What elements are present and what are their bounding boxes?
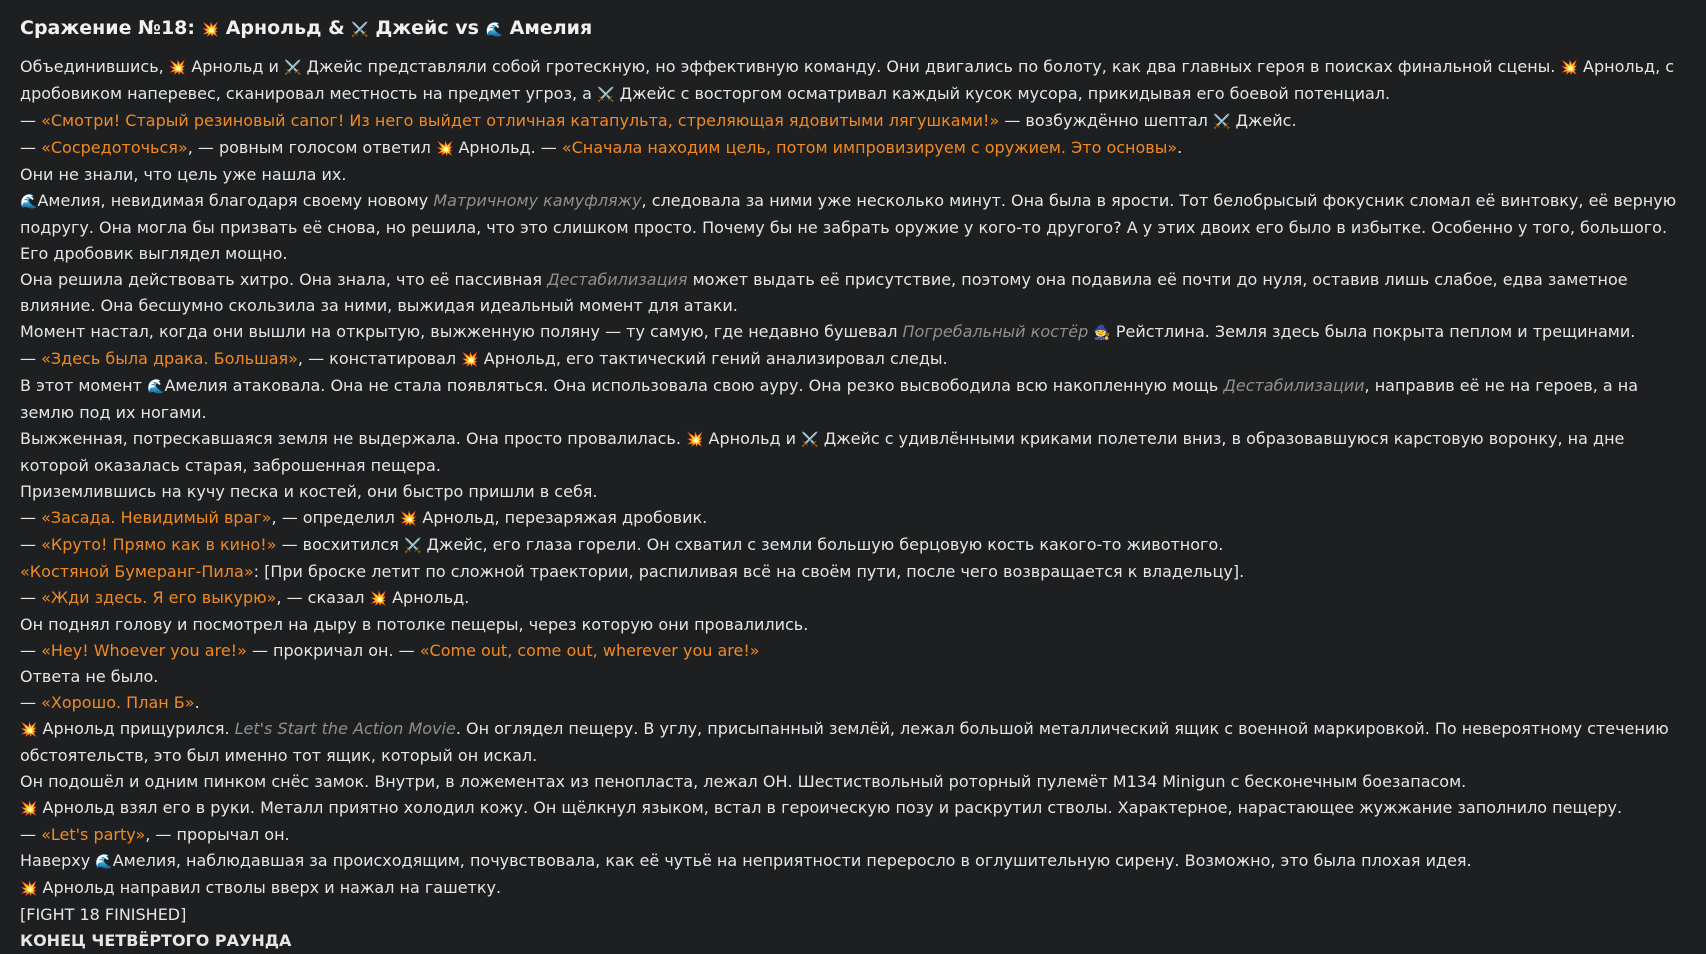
- explosion-icon: 💥: [168, 60, 187, 76]
- explosion-icon: 💥: [685, 432, 704, 448]
- text: , невидимая благодаря своему новому: [100, 191, 434, 210]
- wave-icon: 🌊: [485, 22, 503, 38]
- dialogue-line: [20, 690, 1686, 716]
- text: Она решила действовать хитро. Она знала, что её пассивная: [20, 270, 548, 289]
- title-vs: vs: [448, 17, 486, 39]
- text: взял его в руки. Металл приятно холодил кожу. Он щёлкнул языком, встал в героическую позу и раскрутил стволы. Характерное, нарастающее жужжание заполнило пещеру.: [114, 798, 1623, 817]
- dash: —: [20, 535, 42, 554]
- name-jace: Джейс: [619, 84, 676, 103]
- dash: —: [20, 508, 42, 527]
- wave-icon: 🌊: [147, 379, 165, 395]
- name-arnold: Арнольд: [708, 429, 781, 448]
- text: — прокричал он. —: [246, 641, 420, 660]
- text: .: [194, 693, 200, 712]
- dialogue-line: [20, 638, 1686, 664]
- quote: «Come out, come out, wherever you are!»: [419, 641, 760, 660]
- name-jace: Джейс: [426, 535, 483, 554]
- title-jace: Джейс: [375, 17, 449, 39]
- text: , — сказал: [276, 588, 370, 607]
- name-arnold: Арнольд: [191, 57, 264, 76]
- dash: —: [20, 825, 42, 844]
- paragraph: Он подошёл и одним пинком снёс замок. Внутри, в ложементах из пенопласта, лежал ОН. Шестиствольный роторный пулемёт M134 Minigun с бесконечным боезапасом.: [20, 772, 1467, 791]
- dash: —: [20, 588, 42, 607]
- paragraph: [20, 716, 1686, 769]
- text: Выжженная, потрескавшаяся земля не выдержала. Она просто провалилась.: [20, 429, 686, 448]
- name-jace: Джейс: [823, 429, 880, 448]
- text: , — ровным голосом ответил: [187, 138, 436, 157]
- text: Момент настал, когда они вышли на открытую, выжженную поляну — ту самую, где недавно бушевал: [20, 322, 903, 341]
- name-amelia: Амелия: [37, 191, 101, 210]
- paragraph: [20, 426, 1686, 479]
- name-arnold: Арнольд: [458, 138, 531, 157]
- text: с восторгом осматривал каждый кусок мусора, прикидывая его боевой потенциал.: [675, 84, 1391, 103]
- dash: —: [20, 641, 42, 660]
- text: , его глаза горели. Он схватил с земли большую берцовую кость какого-то животного.: [482, 535, 1224, 554]
- name-jace: Джейс: [1235, 111, 1292, 130]
- quote: «Круто! Прямо как в кино!»: [41, 535, 277, 554]
- text: направил стволы вверх и нажал на гашетку.: [114, 878, 502, 897]
- dialogue-line: [20, 822, 1686, 848]
- title-amelia: Амелия: [509, 17, 593, 39]
- crossed-swords-icon: ⚔️: [404, 538, 422, 554]
- title-amp: &: [321, 17, 352, 39]
- text: , его тактический гений анализировал следы.: [555, 349, 948, 368]
- skill-name: Дестабилизация: [547, 270, 688, 289]
- paragraph: [20, 188, 1686, 267]
- text: может выдать её присутствие, поэтому она подавила её почти до нуля, оставив лишь слабое, едва заметное влияние. Она бесшумно скользила за ними, выжидая идеальный момент для атаки.: [20, 270, 1628, 315]
- paragraph: [20, 848, 1686, 875]
- name-arnold: Арнольд: [1583, 57, 1656, 76]
- text: атаковала. Она не стала появляться. Она использовала свою ауру. Она резко высвободила всю накопленную мощь: [227, 376, 1224, 395]
- paragraph: [20, 373, 1686, 426]
- text: прищурился.: [114, 719, 235, 738]
- dialogue-line: [20, 505, 1686, 532]
- dialogue-line: [20, 346, 1686, 373]
- quote: «Сначала находим цель, потом импровизируем с оружием. Это основы»: [561, 138, 1178, 157]
- fight-title: [20, 14, 1686, 44]
- text: и: [263, 57, 284, 76]
- wizard-icon: 🧙: [1093, 325, 1111, 341]
- text: . —: [530, 138, 562, 157]
- quote: «Жди здесь. Я его выкурю»: [41, 588, 277, 607]
- text: , с дробовиком наперевес, сканировал местность на предмет угроз, а: [20, 57, 1675, 103]
- text: с удивлёнными криками полетели вниз, в образовавшуюся карстовую воронку, на дне которой оказалась старая, заброшенная пещера.: [20, 429, 1625, 475]
- text: . Земля здесь была покрыта пеплом и трещинами.: [1204, 322, 1636, 341]
- paragraph: [20, 795, 1686, 822]
- skill-name: Погребальный костёр: [902, 322, 1089, 341]
- text: представляли собой гротескную, но эффективную команду. Они двигались по болоту, как два главных героя в поисках финальной сцены.: [362, 57, 1561, 76]
- skill-name: Let's Start the Action Movie: [234, 719, 456, 738]
- paragraph: [20, 875, 1686, 902]
- text: , наблюдавшая за происходящим, почувствовала, как её чутьё на неприятности переросло в оглушительную сирену. Возможно, это была плохая идея.: [175, 851, 1472, 870]
- quote: «Смотри! Старый резиновый сапог! Из него выйдет отличная катапульта, стреляющая ядовитыми лягушками!»: [41, 111, 1000, 130]
- explosion-icon: 💥: [20, 801, 38, 817]
- dash: —: [20, 111, 42, 130]
- story-text: [20, 54, 1686, 954]
- name-arnold: Арнольд: [392, 588, 465, 607]
- text: . Он оглядел пещеру. В углу, присыпанный землёй, лежал большой металлический ящик с военной маркировкой. По невероятному стечению обстоятельств, это был именно тот ящик, который он искал.: [20, 719, 1669, 765]
- text: , перезаряжая дробовик.: [494, 508, 708, 527]
- name-arnold: Арнольд: [42, 878, 115, 897]
- quote: «Хорошо. План Б»: [41, 693, 195, 712]
- text: , следовала за ними уже несколько минут. Она была в ярости. Тот белобрысый фокусник сломал её винтовку, её верную подругу. Она могла бы призвать её снова, но решила, что это слишком просто. Почему бы не забрать оружие у кого-то другого? А у этих двоих его было в избытке. Особенно у того, большого. Его дробовик выглядел мощно.: [20, 191, 1677, 263]
- paragraph: Они не знали, что цель уже нашла их.: [20, 165, 347, 184]
- item-name: «Костяной Бумеранг-Пила»: [20, 562, 254, 581]
- text: Объединившись,: [20, 57, 169, 76]
- paragraph: Приземлившись на кучу песка и костей, они быстро пришли в себя.: [20, 482, 598, 501]
- explosion-icon: 💥: [461, 352, 479, 368]
- text: .: [1177, 138, 1183, 157]
- crossed-swords-icon: ⚔️: [1212, 114, 1231, 130]
- name-amelia: Амелия: [112, 851, 176, 870]
- paragraph: [20, 267, 1686, 319]
- paragraph: [20, 319, 1686, 346]
- dialogue-line: [20, 532, 1686, 559]
- crossed-swords-icon: ⚔️: [597, 87, 615, 103]
- crossed-swords-icon: ⚔️: [351, 22, 369, 38]
- dialogue-line: [20, 135, 1686, 162]
- quote: «Сосредоточься»: [41, 138, 188, 157]
- text: , направив её не на героев, а на землю под их ногами.: [20, 376, 1639, 422]
- explosion-icon: 💥: [20, 722, 38, 738]
- name-arnold: Арнольд: [422, 508, 495, 527]
- name-arnold: Арнольд: [42, 798, 115, 817]
- explosion-icon: 💥: [20, 881, 38, 897]
- name-arnold: Арнольд: [42, 719, 115, 738]
- explosion-icon: 💥: [369, 591, 388, 607]
- title-arnold: Арнольд: [225, 17, 322, 39]
- text: .: [464, 588, 470, 607]
- text: — восхитился: [276, 535, 404, 554]
- text: , — констатировал: [297, 349, 462, 368]
- explosion-icon: 💥: [1560, 60, 1578, 76]
- paragraph: Ответа не было.: [20, 667, 159, 686]
- text: В этот момент: [20, 376, 147, 395]
- explosion-icon: 💥: [201, 22, 220, 38]
- text: Наверху: [20, 851, 96, 870]
- title-prefix: Сражение №18:: [20, 17, 202, 39]
- crossed-swords-icon: ⚔️: [283, 60, 302, 76]
- paragraph: Он поднял голову и посмотрел на дыру в потолке пещеры, через которую они провалились.: [20, 615, 809, 634]
- wave-icon: 🌊: [20, 194, 38, 210]
- skill-name: Дестабилизации: [1223, 376, 1365, 395]
- crossed-swords-icon: ⚔️: [801, 432, 819, 448]
- explosion-icon: 💥: [435, 141, 454, 157]
- wave-icon: 🌊: [95, 854, 113, 870]
- item-description: [20, 559, 1686, 585]
- name-amelia: Амелия: [164, 376, 228, 395]
- paragraph: [20, 54, 1686, 108]
- fight-status: [FIGHT 18 FINISHED]: [20, 905, 187, 924]
- name-raistlin: Рейстлина: [1115, 322, 1205, 341]
- quote: «Здесь была драка. Большая»: [41, 349, 298, 368]
- text: , — прорычал он.: [145, 825, 290, 844]
- text: : [При броске летит по сложной траектории, распиливая всё на своём пути, после чего возвращается к владельцу].: [253, 562, 1245, 581]
- name-jace: Джейс: [306, 57, 363, 76]
- quote: «Let's party»: [41, 825, 146, 844]
- round-end-heading: КОНЕЦ ЧЕТВЁРТОГО РАУНДА: [20, 931, 292, 950]
- text: — возбуждённо шептал: [999, 111, 1213, 130]
- explosion-icon: 💥: [399, 511, 418, 527]
- text: и: [780, 429, 802, 448]
- quote: «Засада. Невидимый враг»: [41, 508, 272, 527]
- skill-name: Матричному камуфляжу: [433, 191, 642, 210]
- dialogue-line: [20, 585, 1686, 612]
- dialogue-line: [20, 108, 1686, 135]
- dash: —: [20, 349, 42, 368]
- dash: —: [20, 138, 42, 157]
- text: , — определил: [271, 508, 400, 527]
- quote: «Hey! Whoever you are!»: [41, 641, 247, 660]
- name-arnold: Арнольд: [483, 349, 556, 368]
- text: .: [1291, 111, 1297, 130]
- dash: —: [20, 693, 42, 712]
